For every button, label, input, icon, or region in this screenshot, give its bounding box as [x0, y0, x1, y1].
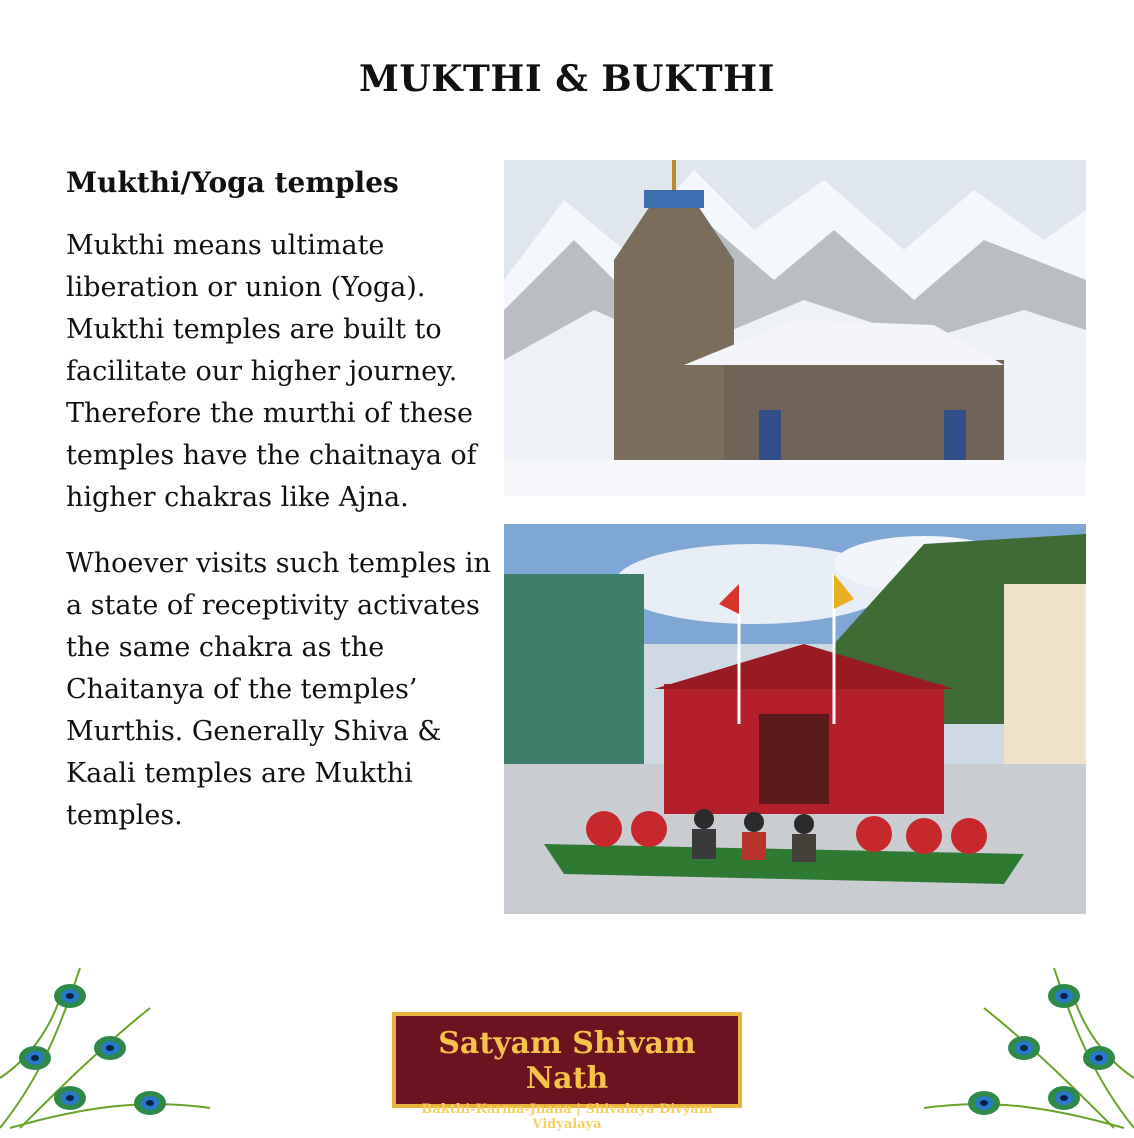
paragraph-mukthi-meaning: Mukthi means ultimate liberation or union (Yoga). Mukthi temples are built to facilitate our higher journey. Therefore the murthi of these temples have the chaitnaya of higher chakras like Ajna. — [66, 230, 477, 513]
peacock-feather-left-icon — [0, 958, 220, 1134]
page-title: MUKTHI & BUKTHI — [359, 58, 775, 100]
brand-name: Satyam Shivam Nath — [438, 1026, 696, 1096]
brand-logo — [392, 1012, 742, 1132]
section-subtitle: Mukthi/Yoga temples — [66, 166, 399, 199]
brand-tagline: Bakthi-Karma-Jnana | Shivalaya Divyam Vidyalaya — [421, 1102, 713, 1132]
kedarnath-temple-photo — [504, 160, 1086, 496]
snow-mountain-temple-icon — [504, 160, 1086, 496]
red-temple-photo — [504, 524, 1086, 914]
peacock-feather-right-icon — [914, 958, 1134, 1134]
red-temple-courtyard-icon — [504, 524, 1086, 914]
content-column — [66, 166, 496, 861]
paragraph-visitors: Whoever visits such temples in a state of receptivity activates the same chakra as the Chaitanya of the temples’ Murthis. Generally Shiva & Kaali temples are Mukthi temples. — [66, 548, 491, 831]
